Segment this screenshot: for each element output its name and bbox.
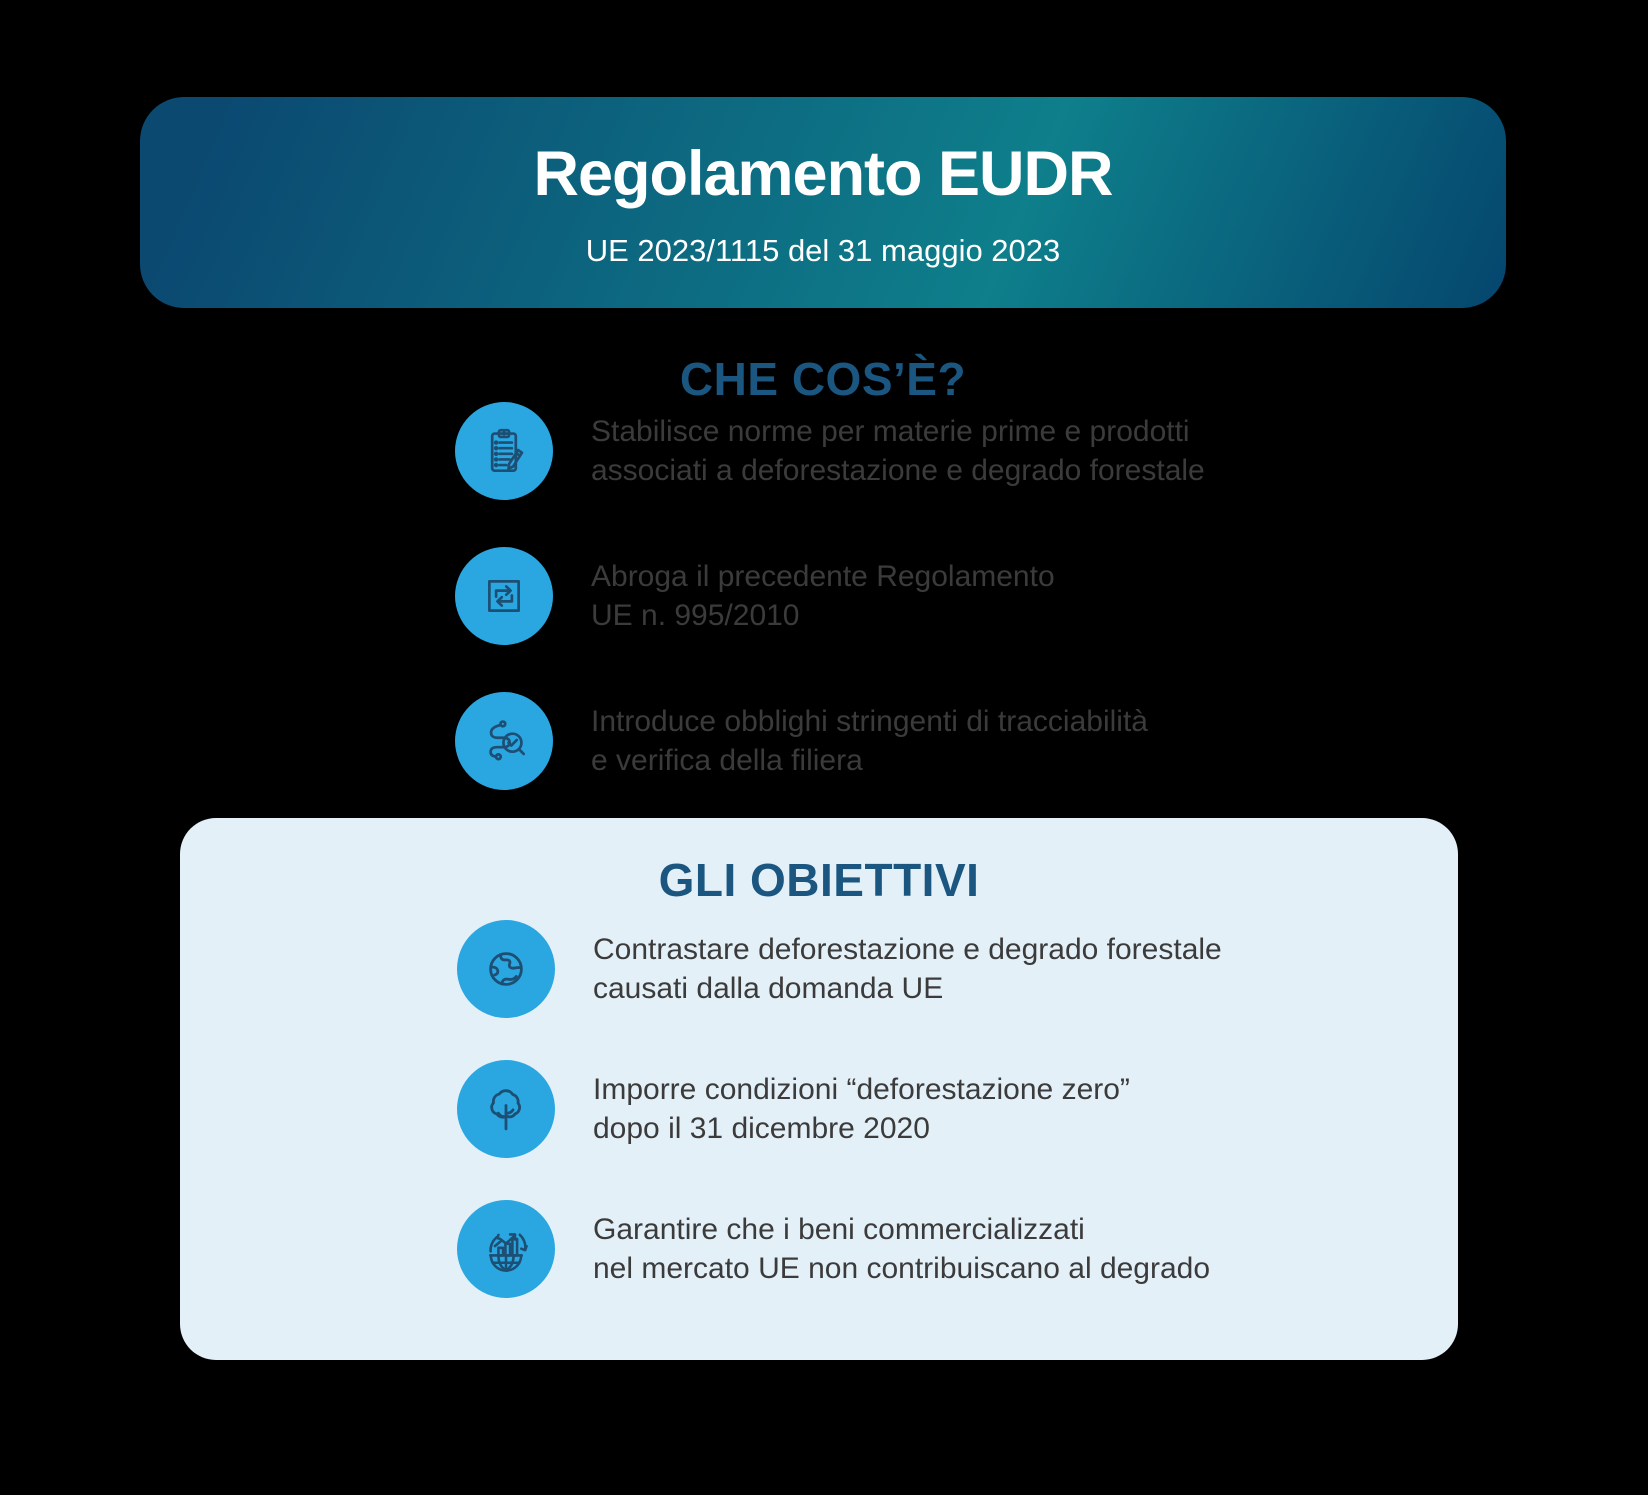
what-section-heading: CHE COS’È? xyxy=(679,353,967,405)
globe-icon xyxy=(457,920,555,1018)
tree-icon xyxy=(457,1060,555,1158)
objectives-heading: GLI OBIETTIVI xyxy=(658,854,980,906)
list-item-text: Abroga il precedente Regolamento UE n. 995/2010 xyxy=(591,560,1055,632)
list-item-text: Introduce obblighi stringenti di tracciabilità e verifica della filiera xyxy=(591,705,1148,777)
list-item-text: Imporre condizioni “deforestazione zero” dopo il 31 dicembre 2020 xyxy=(593,1073,1130,1145)
list-item xyxy=(455,402,1506,500)
list-item xyxy=(455,547,1506,645)
route-magnifier-icon xyxy=(455,692,553,790)
page-subtitle: UE 2023/1115 del 31 maggio 2023 xyxy=(585,233,1061,268)
list-item-text: Contrastare deforestazione e degrado forestale causati dalla domanda UE xyxy=(593,933,1222,1005)
list-item xyxy=(457,1060,1458,1158)
list-item-text: Garantire che i beni commercializzati nel mercato UE non contribuiscano al degrado xyxy=(593,1213,1211,1285)
header-banner xyxy=(140,97,1506,308)
list-item-text: Stabilisce norme per materie prime e prodotti associati a deforestazione e degrado forestale xyxy=(591,415,1205,487)
objectives-panel xyxy=(180,818,1458,1360)
page-title: Regolamento EUDR xyxy=(533,139,1113,209)
list-item xyxy=(455,692,1506,790)
what-section xyxy=(140,308,1506,837)
globe-growth-icon xyxy=(457,1200,555,1298)
list-item xyxy=(457,1200,1458,1298)
list-item xyxy=(457,920,1458,1018)
clipboard-checklist-icon xyxy=(455,402,553,500)
repeat-arrows-icon xyxy=(455,547,553,645)
